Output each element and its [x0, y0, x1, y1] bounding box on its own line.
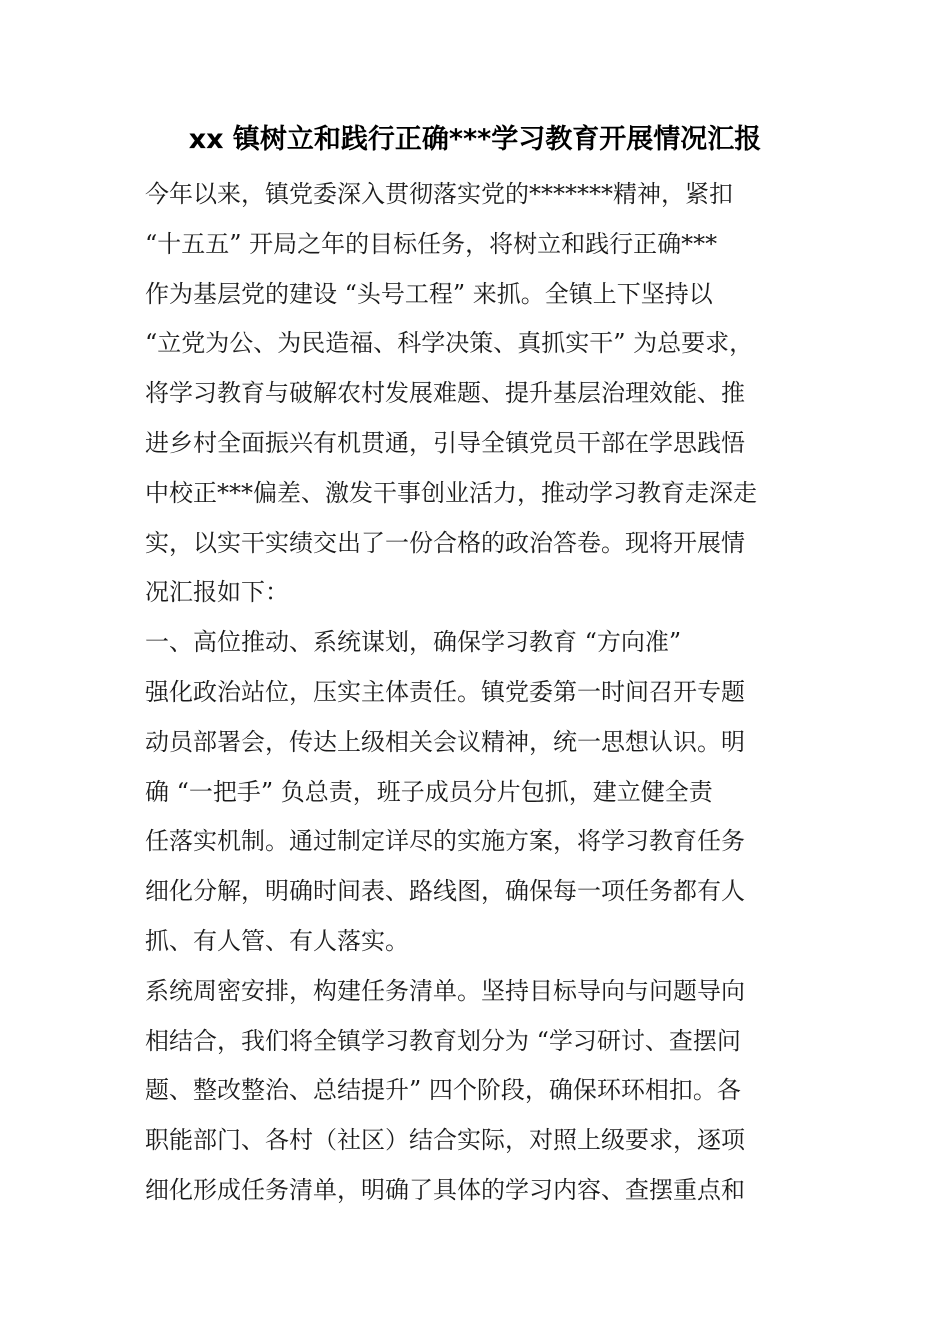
body-line: 强化政治站位，压实主体责任。镇党委第一时间召开专题 [145, 677, 745, 706]
document-body [145, 170, 825, 1216]
body-line: 题、整改整治、总结提升” 四个阶段，确保环环相扣。各 [145, 1076, 741, 1105]
body-line: 系统周密安排，构建任务清单。坚持目标导向与问题导向 [145, 976, 745, 1005]
body-line: 任落实机制。通过制定详尽的实施方案，将学习教育任务 [145, 827, 745, 856]
body-line: 动员部署会，传达上级相关会议精神，统一思想认识。明 [145, 727, 745, 756]
document-title: xx 镇树立和践行正确***学习教育开展情况汇报 [188, 124, 762, 155]
body-line: 况汇报如下： [145, 578, 289, 607]
body-line: 细化形成任务清单，明确了具体的学习内容、查摆重点和 [145, 1175, 745, 1204]
body-line: 进乡村全面振兴有机贯通，引导全镇党员干部在学思践悟 [145, 428, 745, 457]
body-line: 实，以实干实绩交出了一份合格的政治答卷。现将开展情 [145, 528, 745, 557]
body-line: 今年以来，镇党委深入贯彻落实党的*******精神，紧扣 [145, 180, 733, 208]
body-line: “立党为公、为民造福、科学决策、真抓实干” 为总要求， [145, 329, 754, 358]
body-line: 抓、有人管、有人落实。 [145, 926, 409, 955]
body-line: 中校正***偏差、激发干事创业活力，推动学习教育走深走 [145, 478, 757, 507]
body-line: 将学习教育与破解农村发展难题、提升基层治理效能、推 [145, 379, 745, 408]
body-line: 相结合，我们将全镇学习教育划分为 “学习研讨、查摆问 [145, 1026, 741, 1055]
body-line: 职能部门、各村（社区）结合实际，对照上级要求，逐项 [145, 1126, 745, 1155]
body-line: “十五五” 开局之年的目标任务，将树立和践行正确*** [145, 229, 718, 258]
body-line: 细化分解，明确时间表、路线图，确保每一项任务都有人 [145, 877, 745, 906]
body-line: 作为基层党的建设 “头号工程” 来抓。全镇上下坚持以 [145, 279, 713, 308]
body-line: 确 “一把手” 负总责，班子成员分片包抓，建立健全责 [145, 777, 713, 806]
section-heading: 一、高位推动、系统谋划，确保学习教育 “方向准” [145, 628, 682, 657]
